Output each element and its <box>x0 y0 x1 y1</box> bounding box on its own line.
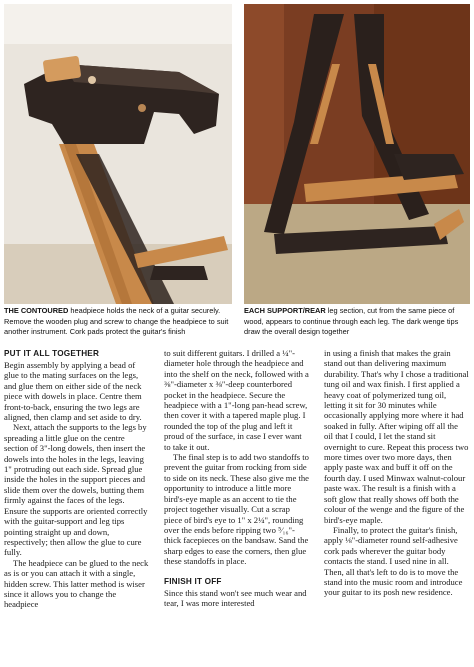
screw-plug-dot <box>88 76 96 84</box>
section-heading: PUT IT ALL TOGETHER <box>4 349 100 358</box>
paragraph: Next, attach the supports to the legs by spreading a little glue on the centre section of 3"-long dowels, then insert the dowels into the holes in the legs, leaving 1" protruding out each side. Spread glue inside the holes in the support pieces and slide them over the dowels, butting them firmly against the faces of the legs. Ensure the supports are oriented correctly with the guitar-support and leg tips pointing straight up and down, respectively; then allow the glue to cure fully. <box>4 422 148 558</box>
caption-lead: EACH SUPPORT/REAR <box>244 306 326 315</box>
support-leg-photo <box>244 4 470 304</box>
caption-headpiece <box>4 306 234 340</box>
article-column-1 <box>4 348 149 610</box>
wall-plank <box>244 4 284 204</box>
paragraph: in using a finish that makes the grain stand out than delivering maximum durability. That's why I chose a traditional tung oil and wax finish. I first applied a heavy coat of polymerized tung oil, letting it sit for 30 minutes while occasionally applying more where it had soaked in fully. After wiping off all the oil that I could, I let the stand sit overnight to cure. Repeat this process two more times over two more days, then apply paste wax and buff it off on the fourth day. I used Minwax walnut-colour paste wax. The result is a finish with a soft glow that really shows off both the colour of the wenge and the figure of the bird's-eye maple. <box>324 348 469 525</box>
caption-body: leg section, cut from the same piece of wood, appears to continue through each leg. The dark wenge tips draw the overall design together <box>244 306 459 337</box>
support-leg-illustration <box>244 4 470 304</box>
paragraph: Since this stand won't see much wear and tear, I was more interested <box>164 587 307 608</box>
cork-pad <box>138 104 146 112</box>
caption-body: headpiece holds the neck of a guitar securely. Remove the wooden plug and screw to change the headpiece to suit another instrument. Cork pads protect the guitar's finish <box>4 306 229 337</box>
headpiece-illustration <box>4 4 232 304</box>
article-column-2 <box>164 348 309 608</box>
caption-support-leg <box>244 306 470 340</box>
paragraph: The final step is to add two standoffs to prevent the guitar from rocking from side to side on its neck. These also give me the opportunity to introduce a little more bird's-eye maple as an accent to tie the project together visually. Cut a scrap piece of bird's eye to 1" x 2¼", rounding over the ends before ripping two ⁵⁄₁₆"-thick facepieces on the bandsaw. Sand the sharp edges to ease the corners, then glue these standoffs in place. <box>164 452 309 567</box>
paragraph: Finally, to protect the guitar's finish, apply ⅛"-diameter round self-adhesive cork pads wherever the guitar body contacts the stand. I used nine in all. Then, all that's left to do is to move the stand into the music room and introduce your guitar to its posh new residence. <box>324 524 463 598</box>
caption-lead: THE CONTOURED <box>4 306 69 315</box>
article-column-3 <box>324 348 469 598</box>
paragraph: to suit different guitars. I drilled a ¼"-diameter hole through the headpiece and into the shelf on the neck, followed with a ⅜"-diameter x ⅜"-deep counterbored pocket in the headpiece. Secure the headpiece with a 1"-long pan-head screw, then cover it with a tapered maple plug. I rounded the top of the plug and left it proud of the surface, in case I ever want to take it out. <box>164 348 309 452</box>
paragraph: Begin assembly by applying a bead of glue to the mating surfaces on the legs, and glue them on either side of the neck piece with dowels in place. Centre them front-to-back, ensuring the two legs are aligned, then clamp and set aside to dry. <box>4 360 142 423</box>
section-heading: FINISH IT OFF <box>164 576 222 586</box>
paragraph: The headpiece can be glued to the neck as is or you can attach it with a single, hidden screw. This latter method is wiser since it allows you to change the headpiece <box>4 557 149 610</box>
wenge-foot <box>150 266 208 280</box>
headpiece-photo <box>4 4 232 304</box>
backdrop-highlight <box>4 4 232 44</box>
